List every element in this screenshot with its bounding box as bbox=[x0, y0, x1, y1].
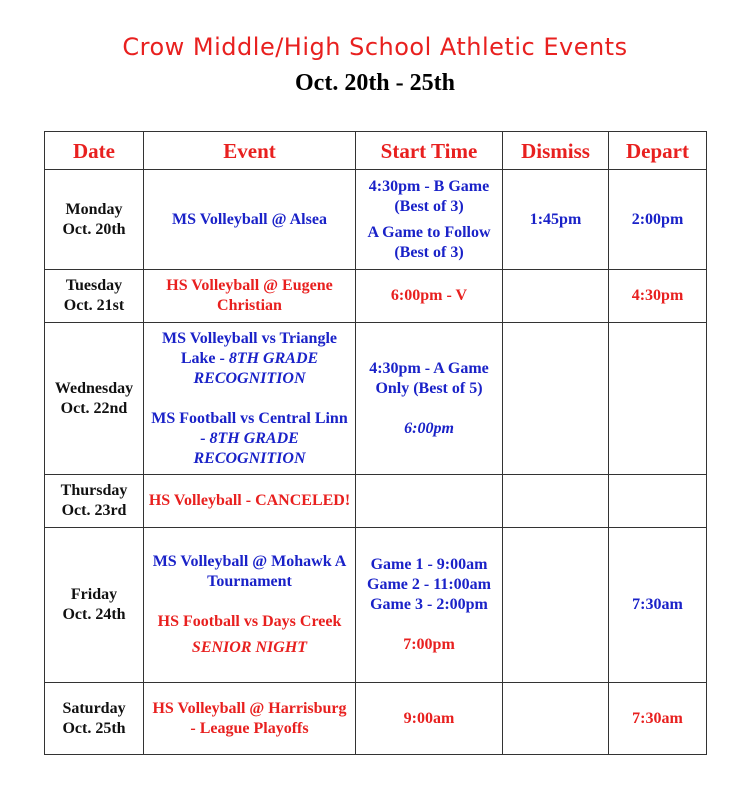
text-segment: Thursday bbox=[60, 482, 128, 499]
text-segment: 4:30pm - A Game Only (Best of 5) bbox=[369, 359, 489, 397]
date-cell bbox=[45, 683, 144, 755]
text-segment: Game 3 - 2:00pm bbox=[370, 596, 488, 613]
table-row bbox=[45, 170, 707, 270]
text-segment: 8TH GRADE RECOGNITION bbox=[193, 349, 319, 387]
date-text bbox=[49, 501, 139, 521]
text-segment: 4:30pm - B Game (Best of 3) bbox=[368, 177, 490, 215]
date-cell bbox=[45, 270, 144, 323]
text-segment: Oct. 20th bbox=[62, 220, 126, 238]
event-text bbox=[148, 699, 351, 739]
dismiss-cell bbox=[503, 683, 609, 755]
dismiss-cell bbox=[503, 170, 609, 270]
date-text bbox=[49, 585, 139, 605]
start-time-cell bbox=[356, 170, 503, 270]
event-cell bbox=[144, 323, 356, 475]
event-text bbox=[148, 276, 351, 316]
date-text bbox=[49, 379, 139, 399]
dismiss-cell bbox=[503, 323, 609, 475]
text-segment: MS Football vs Central Linn - bbox=[151, 409, 348, 447]
text-segment: Oct. 23rd bbox=[61, 502, 127, 519]
text-segment: HS Volleyball @ Harrisburg - League Playoffs bbox=[152, 699, 347, 737]
header-date: Date bbox=[45, 132, 144, 170]
text-segment: 1:45pm bbox=[529, 210, 582, 228]
date-text bbox=[49, 719, 139, 739]
date-text bbox=[49, 276, 139, 296]
text-segment: Saturday bbox=[62, 699, 126, 717]
table-row bbox=[45, 528, 707, 683]
table-body bbox=[45, 170, 707, 755]
text-segment: Oct. 22nd bbox=[60, 399, 128, 417]
date-cell bbox=[45, 170, 144, 270]
event-cell bbox=[144, 528, 356, 683]
text-segment: 2:00pm bbox=[631, 210, 684, 228]
header-event: Event bbox=[144, 132, 356, 170]
event-text bbox=[148, 329, 351, 389]
depart-cell bbox=[609, 323, 707, 475]
event-cell bbox=[144, 270, 356, 323]
text-segment: 8TH GRADE RECOGNITION bbox=[193, 429, 306, 467]
date-cell bbox=[45, 323, 144, 475]
date-text bbox=[49, 296, 139, 316]
text-segment: 9:00am bbox=[403, 709, 455, 727]
header-depart: Depart bbox=[609, 132, 707, 170]
date-text bbox=[49, 399, 139, 419]
date-range-subtitle: Oct. 20th - 25th bbox=[295, 70, 455, 96]
text-segment: A Game to Follow (Best of 3) bbox=[367, 223, 491, 261]
start-time-cell bbox=[356, 270, 503, 323]
start-time-text bbox=[360, 177, 498, 217]
table-row bbox=[45, 270, 707, 323]
table-row bbox=[45, 683, 707, 755]
start-time-text bbox=[360, 555, 498, 575]
depart-cell bbox=[609, 683, 707, 755]
text-segment: 7:30am bbox=[632, 709, 683, 727]
event-text bbox=[148, 552, 351, 592]
start-time-cell bbox=[356, 475, 503, 528]
date-text bbox=[49, 200, 139, 220]
text-segment: MS Volleyball @ Mohawk A Tournament bbox=[152, 553, 347, 590]
date-cell bbox=[45, 528, 144, 683]
text-segment: 7:00pm bbox=[403, 636, 455, 653]
event-text bbox=[148, 612, 351, 632]
text-segment: Game 1 - 9:00am bbox=[370, 556, 488, 573]
start-time-cell bbox=[356, 323, 503, 475]
date-text bbox=[49, 220, 139, 240]
event-cell bbox=[144, 475, 356, 528]
date-cell bbox=[45, 475, 144, 528]
text-segment: Tuesday bbox=[65, 277, 123, 294]
depart-text bbox=[613, 595, 702, 615]
start-time-text bbox=[360, 223, 498, 263]
text-segment: 6:00pm bbox=[404, 419, 454, 437]
start-time-text bbox=[360, 575, 498, 595]
text-segment: SENIOR NIGHT bbox=[191, 639, 308, 656]
start-time-text bbox=[360, 635, 498, 655]
header-dismiss: Dismiss bbox=[503, 132, 609, 170]
start-time-cell bbox=[356, 528, 503, 683]
depart-text bbox=[613, 709, 702, 729]
start-time-text bbox=[360, 359, 498, 399]
start-time-text bbox=[360, 286, 498, 306]
event-cell bbox=[144, 683, 356, 755]
text-segment: 4:30pm bbox=[631, 287, 684, 304]
text-segment: MS Volleyball vs Triangle Lake - bbox=[162, 329, 337, 367]
depart-cell bbox=[609, 475, 707, 528]
start-time-cell bbox=[356, 683, 503, 755]
depart-cell bbox=[609, 170, 707, 270]
text-segment: Game 2 - 11:00am bbox=[367, 576, 491, 593]
depart-cell bbox=[609, 270, 707, 323]
table-row bbox=[45, 475, 707, 528]
text-segment: HS Volleyball @ Eugene Christian bbox=[166, 277, 333, 314]
dismiss-text bbox=[507, 210, 604, 230]
header-start-time: Start Time bbox=[356, 132, 503, 170]
text-segment: HS Volleyball - CANCELED! bbox=[148, 492, 351, 509]
event-cell bbox=[144, 170, 356, 270]
text-segment: Oct. 21st bbox=[63, 297, 125, 314]
event-text bbox=[148, 210, 351, 230]
date-text bbox=[49, 481, 139, 501]
table-row bbox=[45, 323, 707, 475]
header-row bbox=[45, 132, 707, 170]
text-segment: 6:00pm - V bbox=[390, 287, 468, 304]
depart-text bbox=[613, 210, 702, 230]
text-segment: MS Volleyball @ Alsea bbox=[172, 210, 327, 228]
text-segment: 7:30am bbox=[632, 596, 683, 613]
events-table bbox=[44, 131, 707, 755]
depart-text bbox=[613, 286, 702, 306]
date-text bbox=[49, 605, 139, 625]
dismiss-cell bbox=[503, 270, 609, 323]
depart-cell bbox=[609, 528, 707, 683]
start-time-text bbox=[360, 595, 498, 615]
text-segment: Oct. 24th bbox=[62, 606, 126, 623]
page-title: Crow Middle/High School Athletic Events bbox=[122, 33, 628, 61]
event-text bbox=[148, 638, 351, 658]
event-text bbox=[148, 409, 351, 469]
text-segment: Friday bbox=[70, 586, 118, 603]
text-segment: HS Football vs Days Creek bbox=[157, 613, 342, 630]
text-segment: Wednesday bbox=[54, 379, 134, 397]
dismiss-cell bbox=[503, 475, 609, 528]
event-text bbox=[148, 491, 351, 511]
text-segment: Oct. 25th bbox=[62, 719, 126, 737]
start-time-text bbox=[360, 709, 498, 729]
dismiss-cell bbox=[503, 528, 609, 683]
text-segment: Monday bbox=[65, 200, 123, 218]
date-text bbox=[49, 699, 139, 719]
start-time-text bbox=[360, 419, 498, 439]
